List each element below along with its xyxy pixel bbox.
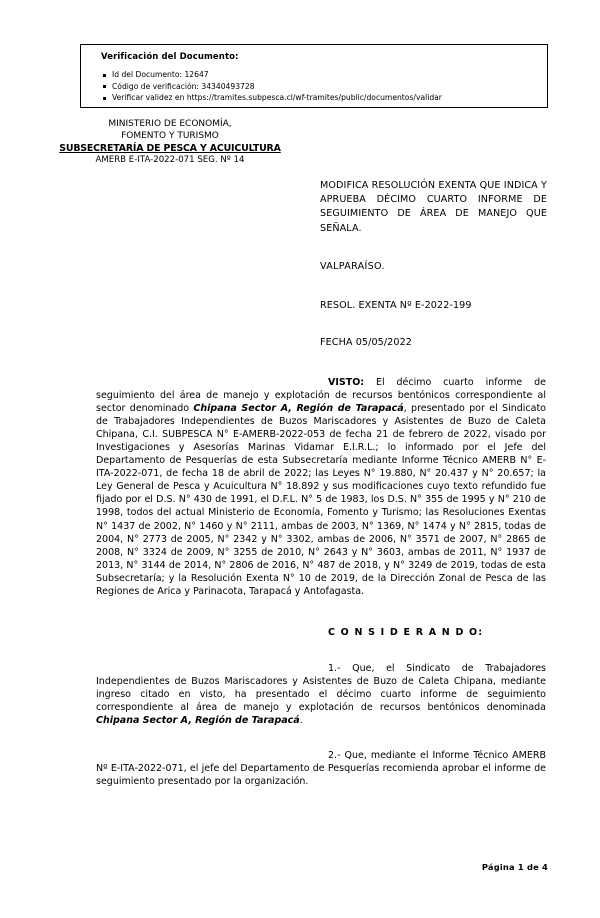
visto-label: VISTO: [328, 377, 365, 388]
page-number-footer: Página 1 de 4 [481, 862, 548, 872]
amerb-reference: AMERB E-ITA-2022-071 SEG. Nº 14 [95, 155, 245, 166]
considerando-item-2 [96, 749, 546, 788]
document-body [96, 376, 546, 788]
list-item: Id del Documento: 12647 [101, 69, 442, 81]
verification-list [101, 69, 442, 104]
considerando-2-text: 2.- Que, mediante el Informe Técnico AMERB Nº E-ITA-2022-071, el jefe del Departamento de Pesquerías recomienda aprobar el informe de seguimiento presentado por la organización. [96, 750, 546, 788]
resolution-subject: MODIFICA RESOLUCIÓN EXENTA QUE INDICA Y APRUEBA DÉCIMO CUARTO INFORME DE SEGUIMIENTO DE ÁREA DE MANEJO QUE SEÑALA. [320, 180, 547, 234]
considerando-item-1 [96, 662, 546, 727]
subsecretaria-title: SUBSECRETARÍA DE PESCA Y ACUICULTURA [59, 142, 281, 154]
ministry-line-2: FOMENTO Y TURISMO [121, 130, 219, 141]
area-name-visto: Chipana Sector A, Región de Tarapacá [193, 403, 404, 415]
document-verification-box [80, 44, 548, 108]
area-name-considerando-1: Chipana Sector A, Región de Tarapacá [96, 714, 300, 726]
considerando-1-text-2: . [299, 714, 303, 726]
visto-paragraph [96, 376, 546, 598]
letterhead [40, 119, 300, 167]
spacer [96, 727, 546, 749]
resolution-date: FECHA 05/05/2022 [320, 337, 413, 348]
list-item: Código de verificación: 34340493728 [101, 81, 442, 93]
ministry-line-1: MINISTERIO DE ECONOMÍA, [108, 119, 232, 129]
list-item: Verificar validez en https://tramites.subpesca.cl/wf-tramites/public/documentos/validar [101, 92, 442, 104]
spacer [96, 638, 546, 662]
considerando-heading: C O N S I D E R A N D O: [328, 626, 484, 638]
visto-text-1: El décimo cuarto informe de seguimiento del área de manejo y explotación de recursos bentónicos correspondiente al sector denominado [96, 377, 546, 415]
spacer [96, 598, 546, 627]
considerando-1-text-1: 1.- Que, el Sindicato de Trabajadores Independientes de Buzos Mariscadores y Asistentes de Buzo de Caleta Chipana, mediante ingreso citado en visto, ha presentado el décimo cuarto informe de seguimiento correspondiente al área de manejo y explotación de recursos bentónicos denominada [96, 662, 546, 713]
resolution-place: VALPARAÍSO. [320, 261, 385, 272]
verification-title: Verificación del Documento: [101, 52, 239, 62]
visto-text-2: , presentado por el Sindicato de Trabajadores Independientes de Buzos Mariscadores y Asistentes de Buzo de Caleta Chipana, C.I. SUBPESCA N° E-AMERB-2022-053 de fecha 21 de febrero de 2022, visado por Investigaciones y Asesorías Marinas Vidamar E.I.R.L.; lo informado por el Jefe del Departamento de Pesquerías de esta Subsecretaría mediante Informe Técnico AMERB N° E-ITA-2022-071, de fecha 18 de abril de 2022; las Leyes N° 19.880, N° 20.437 y N° 20.657; la Ley General de Pesca y Acuicultura N° 18.892 y sus modificaciones cuyo texto refundido fue fijado por el D.S. N° 430 de 1991, el D.F.L. N° 5 de 1983, los D.S. N° 355 de 1995 y N° 210 de 1998, todos del actual Ministerio de Economía, Fomento y Turismo; las Resoluciones Exentas N° 1437 de 2002, N° 1460 y N° 2111, ambas de 2003, N° 1369, N° 1474 y N° 2815, todas de 2004, N° 2773 de 2005, N° 2342 y N° 3302, ambas de 2006, N° 3571 de 2007, N° 2865 de 2008, N° 3324 de 2009, N° 3255 de 2010, N° 2643 y N° 3603, ambas de 2011, N° 1937 de 2013, N° 3144 de 2014, N° 2806 de 2016, N° 487 de 2018, y N° 3249 de 2019, todas de esta Subsecretaría; y la Resolución Exenta N° 10 de 2019, de la Dirección Zonal de Pesca de las Regiones de Arica y Parinacota, Tarapacá y Antofagasta. [96, 403, 546, 597]
resolution-number: RESOL. EXENTA Nº E-2022-199 [320, 300, 472, 311]
